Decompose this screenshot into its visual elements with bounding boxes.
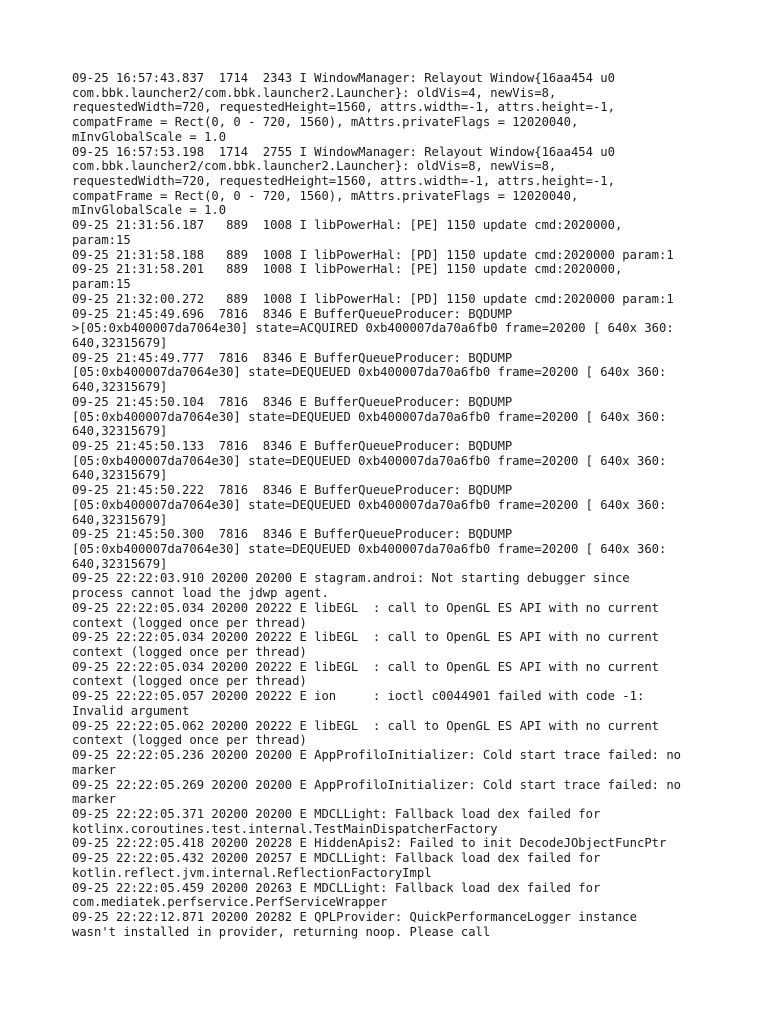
log-line: requestedWidth=720, requestedHeight=1560, attrs.width=-1, attrs.height=-1, — [72, 174, 615, 189]
log-line: 09-25 22:22:05.459 20200 20263 E MDCLLight: Fallback load dex failed for — [72, 880, 601, 895]
log-line: [05:0xb400007da7064e30] state=DEQUEUED 0xb400007da70a6fb0 frame=20200 [ 640x 360: — [72, 542, 667, 556]
log-line: [05:0xb400007da7064e30] state=DEQUEUED 0xb400007da70a6fb0 frame=20200 [ 640x 360: — [72, 497, 667, 512]
log-line: 09-25 22:22:05.432 20200 20257 E MDCLLight: Fallback load dex failed for — [72, 851, 601, 866]
log-line: kotlin.reflect.jvm.internal.ReflectionFactoryImpl — [72, 865, 432, 880]
log-line: com.bbk.launcher2/com.bbk.launcher2.Launcher}: oldVis=8, newVis=8, — [72, 159, 557, 174]
log-line: 09-25 21:45:50.133 7816 8346 E BufferQueueProducer: BQDUMP — [72, 438, 513, 453]
log-line: 09-25 16:57:53.198 1714 2755 I WindowManager: Relayout Window{16aa454 u0 — [72, 144, 615, 159]
log-line: 640,32315679] — [72, 335, 168, 350]
log-line: 09-25 22:22:05.236 20200 20200 E AppProfiloInitializer: Cold start trace failed: no — [72, 748, 682, 763]
log-line: 09-25 22:22:05.034 20200 20222 E libEGL : call to OpenGL ES API with no current — [72, 600, 659, 615]
log-line: marker — [72, 762, 117, 777]
log-line: [05:0xb400007da7064e30] state=DEQUEUED 0xb400007da70a6fb0 frame=20200 [ 640x 360: — [72, 453, 667, 468]
log-line: mInvGlobalScale = 1.0 — [72, 203, 227, 218]
log-line: 09-25 22:22:05.062 20200 20222 E libEGL : call to OpenGL ES API with no current — [72, 718, 659, 733]
log-line: param:15 — [72, 232, 131, 247]
log-line: 09-25 21:45:50.300 7816 8346 E BufferQueueProducer: BQDUMP — [72, 527, 513, 542]
log-line: requestedWidth=720, requestedHeight=1560, attrs.width=-1, attrs.height=-1, — [72, 100, 615, 115]
log-line: >[05:0xb400007da7064e30] state=ACQUIRED 0xb400007da70a6fb0 frame=20200 [ 640x 360: — [72, 321, 674, 336]
log-line: com.bbk.launcher2/com.bbk.launcher2.Launcher}: oldVis=4, newVis=8, — [72, 85, 557, 100]
log-line: 09-25 22:22:05.034 20200 20222 E libEGL : call to OpenGL ES API with no current — [72, 630, 659, 645]
log-line: com.mediatek.perfservice.PerfServiceWrapper — [72, 895, 388, 910]
log-line: process cannot load the jdwp agent. — [72, 586, 329, 601]
log-line: compatFrame = Rect(0, 0 - 720, 1560), mAttrs.privateFlags = 12020040, — [72, 115, 579, 130]
log-line: 09-25 21:32:00.272 889 1008 I libPowerHal: [PD] 1150 update cmd:2020000 param:1 — [72, 291, 674, 306]
log-line: compatFrame = Rect(0, 0 - 720, 1560), mAttrs.privateFlags = 12020040, — [72, 188, 579, 203]
log-line: context (logged once per thread) — [72, 674, 307, 689]
log-line: 09-25 21:45:49.777 7816 8346 E BufferQueueProducer: BQDUMP — [72, 350, 513, 365]
log-line: context (logged once per thread) — [72, 733, 307, 748]
log-line: 09-25 21:31:58.201 889 1008 I libPowerHal: [PE] 1150 update cmd:2020000, — [72, 262, 623, 277]
log-line: [05:0xb400007da7064e30] state=DEQUEUED 0xb400007da70a6fb0 frame=20200 [ 640x 360: — [72, 365, 667, 380]
log-line: 09-25 22:22:05.057 20200 20222 E ion : ioctl c0044901 failed with code -1: — [72, 689, 645, 704]
log-line: kotlinx.coroutines.test.internal.TestMainDispatcherFactory — [72, 821, 498, 836]
log-line: 09-25 22:22:05.371 20200 20200 E MDCLLight: Fallback load dex failed for — [72, 806, 601, 821]
log-line: 09-25 22:22:12.871 20200 20282 E QPLProvider: QuickPerformanceLogger instance — [72, 909, 637, 924]
log-line: 09-25 22:22:05.269 20200 20200 E AppProfiloInitializer: Cold start trace failed: no — [72, 777, 682, 792]
log-line: 09-25 21:31:58.188 889 1008 I libPowerHal: [PD] 1150 update cmd:2020000 param:1 — [72, 247, 674, 262]
log-line: Invalid argument — [72, 703, 190, 718]
log-line: 09-25 22:22:05.418 20200 20228 E HiddenApis2: Failed to init DecodeJObjectFuncPtr — [72, 836, 667, 851]
log-line: [05:0xb400007da7064e30] state=DEQUEUED 0xb400007da70a6fb0 frame=20200 [ 640x 360: — [72, 409, 667, 424]
log-line: marker — [72, 792, 117, 807]
log-line: 640,32315679] — [72, 424, 168, 439]
log-line: 09-25 21:45:50.222 7816 8346 E BufferQueueProducer: BQDUMP — [72, 483, 513, 498]
log-text-block — [72, 71, 712, 939]
log-line: wasn't installed in provider, returning noop. Please call — [72, 924, 491, 939]
log-line: 640,32315679] — [72, 468, 168, 483]
log-line: 640,32315679] — [72, 512, 168, 527]
log-line: context (logged once per thread) — [72, 615, 307, 630]
log-line: param:15 — [72, 277, 131, 292]
log-line: 09-25 22:22:03.910 20200 20200 E stagram.androi: Not starting debugger since — [72, 571, 630, 586]
log-line: 09-25 22:22:05.034 20200 20222 E libEGL : call to OpenGL ES API with no current — [72, 659, 659, 674]
log-line: 09-25 16:57:43.837 1714 2343 I WindowManager: Relayout Window{16aa454 u0 — [72, 71, 615, 85]
log-line: 09-25 21:31:56.187 889 1008 I libPowerHal: [PE] 1150 update cmd:2020000, — [72, 218, 623, 233]
log-line: 09-25 21:45:50.104 7816 8346 E BufferQueueProducer: BQDUMP — [72, 394, 513, 409]
log-line: 640,32315679] — [72, 380, 168, 395]
log-line: 09-25 21:45:49.696 7816 8346 E BufferQueueProducer: BQDUMP — [72, 306, 513, 321]
log-line: mInvGlobalScale = 1.0 — [72, 129, 227, 144]
log-line: context (logged once per thread) — [72, 645, 307, 660]
log-line: 640,32315679] — [72, 556, 168, 571]
